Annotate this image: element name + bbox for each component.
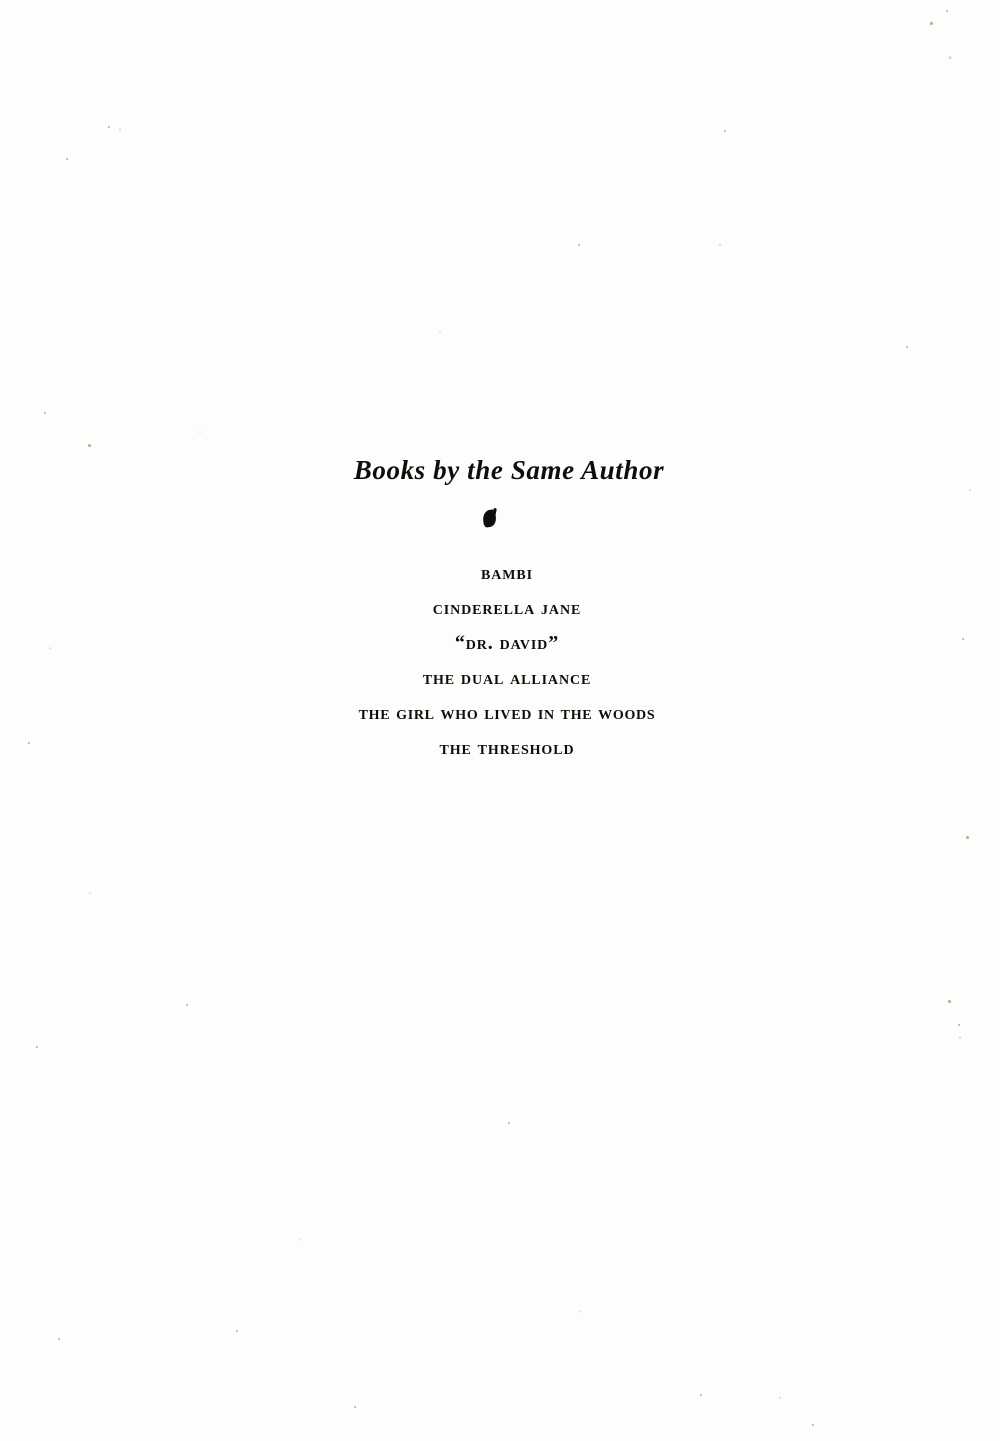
paper-speck (724, 130, 726, 132)
paper-speck (508, 1122, 510, 1124)
list-item: “dr. david” (454, 632, 560, 654)
list-item: the threshold (439, 737, 575, 759)
paper-speck (236, 1330, 238, 1332)
paper-speck (66, 158, 68, 160)
paper-speck (108, 126, 110, 128)
paper-speck (44, 412, 46, 414)
paper-speck (958, 1024, 960, 1026)
paper-speck (966, 836, 969, 839)
paper-speck (88, 444, 91, 447)
paper-speck (946, 10, 948, 12)
paper-speck (58, 1338, 60, 1340)
paper-speck (948, 1000, 951, 1003)
list-item: the girl who lived in the woods (358, 702, 656, 724)
list-item: cinderella jane (432, 597, 582, 619)
paper-speck (812, 1424, 814, 1426)
book-list-block (0, 455, 1000, 766)
paper-speck (186, 1004, 188, 1006)
paper-speck (36, 1046, 38, 1048)
list-item: bambi (481, 562, 533, 584)
paper-speck (930, 22, 933, 25)
book-title-list (0, 556, 1000, 766)
leaf-ornament-icon (479, 508, 521, 532)
list-item: the dual alliance (422, 667, 592, 689)
paper-speck (354, 1406, 356, 1408)
paper-speck (578, 244, 580, 246)
paper-speck (700, 1394, 702, 1396)
paper-speck (906, 346, 908, 348)
page-title: Books by the Same Author (353, 455, 665, 485)
